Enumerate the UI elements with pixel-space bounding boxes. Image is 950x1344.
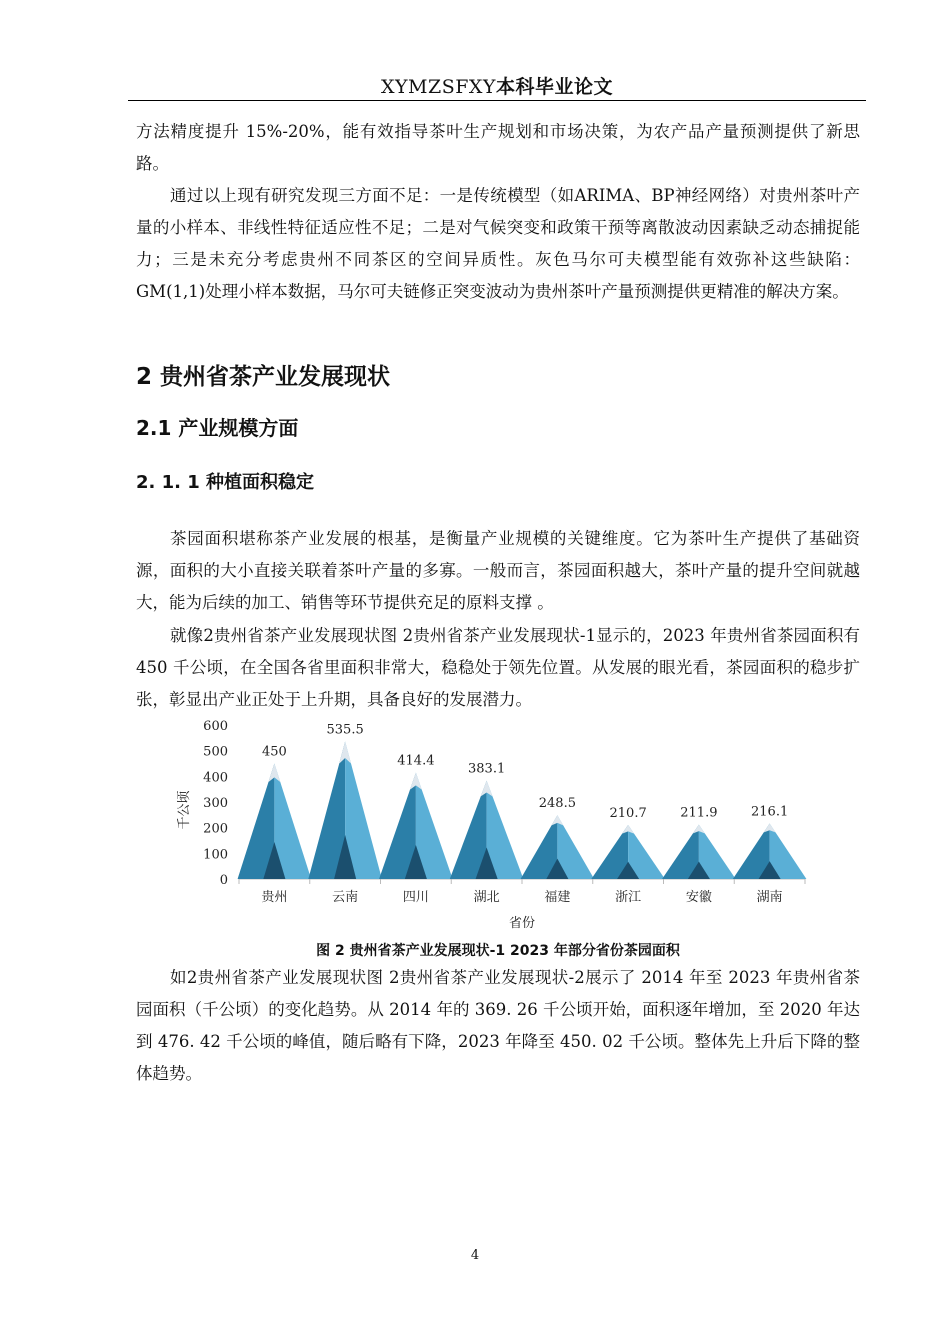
x-axis-title: 省份 bbox=[508, 916, 536, 931]
header-code: XYMZSFXY bbox=[380, 76, 496, 98]
x-tick-label: 浙江 bbox=[615, 890, 642, 905]
y-tick-label: 500 bbox=[203, 744, 228, 760]
data-label: 216.1 bbox=[751, 804, 789, 820]
chart-svg bbox=[160, 712, 820, 934]
data-label: 248.5 bbox=[538, 796, 576, 812]
y-tick-label: 400 bbox=[203, 770, 228, 786]
paragraph-2: 通过以上现有研究发现三方面不足：一是传统模型（如ARIMA、BP神经网络）对贵州茶叶产量的小样本、非线性特征适应性不足；二是对气候突变和政策干预等离散波动因素缺乏动态捕捉能力；三是未充分考虑贵州不同茶区的空间异质性。灰色马尔可夫模型能有效弥补这些缺陷：GM(1,1)处理小样本数据，马尔可夫链修正突变波动为贵州茶叶产量预测提供更精准的解决方案。 bbox=[136, 186, 860, 301]
x-tick-label: 湖南 bbox=[756, 890, 783, 905]
subsection-heading: 2.1 产业规模方面 bbox=[136, 416, 299, 440]
paragraph-4: 就像2贵州省茶产业发展现状图 2贵州省茶产业发展现状-1显示的，2023 年贵州省茶园面积有 450 千公顷，在全国各省里面积非常大，稳稳处于领先位置。从发展的眼光看，茶园面积的稳步扩张，彰显出产业正处于上升期，具备良好的发展潜力。 bbox=[136, 626, 860, 709]
x-tick-label: 湖北 bbox=[473, 890, 500, 905]
y-tick-label: 300 bbox=[203, 796, 228, 811]
header-title: 本科毕业论文 bbox=[495, 76, 613, 98]
data-label: 383.1 bbox=[468, 761, 506, 777]
y-tick-label: 0 bbox=[219, 873, 228, 888]
y-tick-label: 100 bbox=[203, 847, 228, 863]
y-tick-label: 200 bbox=[203, 821, 228, 837]
page-header bbox=[128, 72, 866, 101]
x-tick-label: 贵州 bbox=[261, 890, 288, 905]
data-label: 210.7 bbox=[609, 805, 647, 821]
data-label: 211.9 bbox=[680, 805, 718, 821]
data-label: 414.4 bbox=[397, 753, 435, 769]
x-tick-label: 四川 bbox=[402, 890, 429, 905]
page-number: 4 bbox=[470, 1248, 480, 1263]
x-tick-label: 云南 bbox=[332, 890, 359, 905]
data-label: 535.5 bbox=[326, 722, 364, 738]
data-label: 450 bbox=[261, 744, 287, 760]
y-tick-label: 600 bbox=[203, 719, 228, 734]
x-tick-label: 安徽 bbox=[685, 890, 712, 905]
x-tick-label: 福建 bbox=[544, 890, 571, 905]
section-heading: 2 贵州省茶产业发展现状 bbox=[136, 364, 391, 390]
y-axis-title: 千公顷 bbox=[177, 790, 192, 830]
figure-caption: 图 2 贵州省茶产业发展现状-1 2023 年部分省份茶园面积 bbox=[316, 943, 680, 959]
paragraph-5: 如2贵州省茶产业发展现状图 2贵州省茶产业发展现状-2展示了 2014 年至 2023 年贵州省茶园面积（千公顷）的变化趋势。从 2014 年的 369. 26 千公顷开始，面积逐年增加，至 2020 年达到 476. 42 千公顷的峰值，随后略有下降，2023 年降至 450. 02 千公顷。整体先上升后下降的整体趋势。 bbox=[136, 968, 860, 1083]
tea-area-chart bbox=[160, 712, 820, 938]
subsubsection-heading: 2. 1. 1 种植面积稳定 bbox=[136, 472, 315, 493]
paragraph-3: 茶园面积堪称茶产业发展的根基，是衡量产业规模的关键维度。它为茶叶生产提供了基础资源，面积的大小直接关联着茶叶产量的多寡。一般而言，茶园面积越大，茶叶产量的提升空间就越大，能为后续的加工、销售等环节提供充足的原料支撑 。 bbox=[136, 529, 860, 612]
paragraph-1: 方法精度提升 15%-20%，能有效指导茶叶生产规划和市场决策，为农产品产量预测提供了新思路。 bbox=[136, 122, 860, 173]
